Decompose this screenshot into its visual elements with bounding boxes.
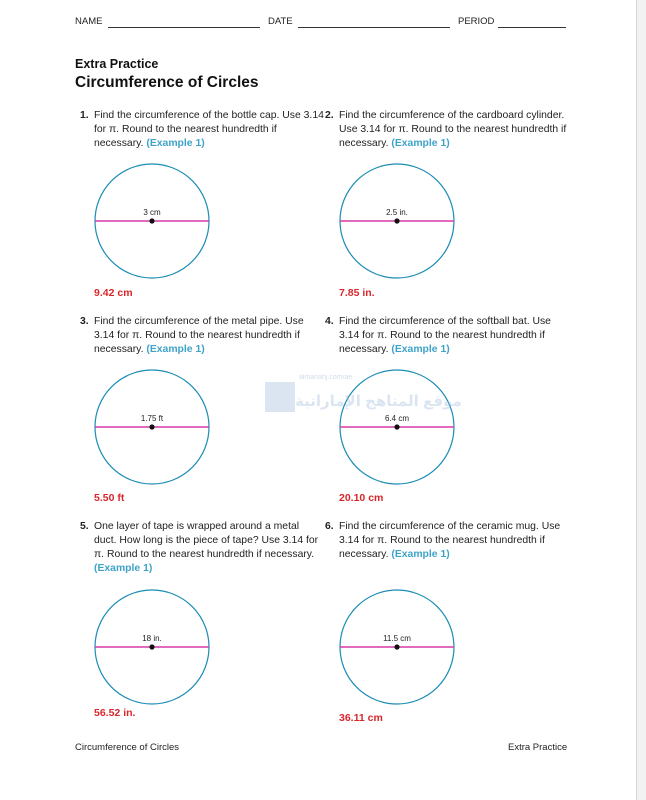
circle-diagram-3 bbox=[94, 369, 210, 485]
problem-number: 3. bbox=[80, 316, 89, 327]
problem-text: Find the circumference of the softball bat. Use 3.14 for π. Round to the nearest hundredth if necessary. bbox=[339, 316, 551, 355]
center-point bbox=[149, 218, 154, 223]
problem-1 bbox=[80, 109, 324, 151]
period-label: PERIOD bbox=[458, 16, 495, 27]
example-reference: (Example 1) bbox=[391, 549, 450, 560]
problem-text: Find the circumference of the bottle cap. Use 3.14 for π. Round to the nearest hundredth if necessary. bbox=[94, 110, 324, 149]
example-reference: (Example 1) bbox=[391, 344, 450, 355]
worksheet-subtitle: Extra Practice bbox=[75, 57, 159, 71]
diameter-label: 1.75 ft bbox=[140, 414, 164, 423]
diameter-label: 2.5 in. bbox=[386, 208, 408, 217]
diameter-label: 11.5 cm bbox=[383, 634, 411, 643]
diameter-label: 6.4 cm bbox=[384, 414, 410, 423]
center-point bbox=[394, 424, 399, 429]
footer-left: Circumference of Circles bbox=[75, 742, 179, 753]
example-reference: (Example 1) bbox=[94, 563, 153, 574]
watermark-text: موقع المناهج الإماراتية bbox=[295, 393, 462, 410]
circle-diagram-2 bbox=[339, 163, 455, 279]
period-blank[interactable] bbox=[498, 27, 566, 28]
problem-3 bbox=[80, 315, 324, 357]
footer-right: Extra Practice bbox=[508, 742, 568, 753]
problem-text: One layer of tape is wrapped around a metal duct. How long is the piece of tape? Use 3.14 for π. Round to the nearest hundredth if necessary. bbox=[94, 521, 319, 560]
answer-3: 5.50 ft bbox=[94, 492, 125, 504]
problem-2 bbox=[325, 109, 569, 151]
watermark-url: almanahj.com/ae bbox=[299, 374, 353, 381]
circle-diagram-5 bbox=[94, 589, 210, 705]
diameter-label: 18 in. bbox=[142, 634, 162, 643]
center-point bbox=[394, 644, 399, 649]
diameter-label: 3 cm bbox=[143, 208, 161, 217]
name-label: NAME bbox=[75, 16, 103, 27]
worksheet-title: Circumference of Circles bbox=[75, 74, 259, 91]
problem-number: 6. bbox=[325, 521, 334, 532]
problem-number: 1. bbox=[80, 110, 89, 121]
center-point bbox=[149, 644, 154, 649]
answer-5: 56.52 in. bbox=[94, 707, 136, 719]
problem-number: 4. bbox=[325, 316, 334, 327]
example-reference: (Example 1) bbox=[146, 138, 205, 149]
circle-diagram-6 bbox=[339, 589, 455, 705]
problem-number: 5. bbox=[80, 521, 89, 532]
answer-2: 7.85 in. bbox=[339, 287, 375, 299]
problem-4 bbox=[325, 315, 569, 357]
answer-4: 20.10 cm bbox=[339, 492, 384, 504]
answer-1: 9.42 cm bbox=[94, 287, 133, 299]
problem-number: 2. bbox=[325, 110, 334, 121]
center-point bbox=[394, 218, 399, 223]
circle-diagram-4 bbox=[339, 369, 455, 485]
problem-text: Find the circumference of the cardboard cylinder. Use 3.14 for π. Round to the nearest hundredth if necessary. bbox=[339, 110, 567, 149]
watermark-logo-icon bbox=[265, 382, 295, 412]
problem-5 bbox=[80, 520, 324, 576]
answer-6: 36.11 cm bbox=[339, 712, 383, 724]
date-blank[interactable] bbox=[298, 27, 450, 28]
center-point bbox=[149, 424, 154, 429]
example-reference: (Example 1) bbox=[391, 138, 450, 149]
circle-diagram-1 bbox=[94, 163, 210, 279]
problem-6 bbox=[325, 520, 569, 562]
example-reference: (Example 1) bbox=[146, 344, 205, 355]
date-label: DATE bbox=[268, 16, 293, 27]
problem-text: Find the circumference of the metal pipe. Use 3.14 for π. Round to the nearest hundredth if necessary. bbox=[94, 316, 304, 355]
name-blank[interactable] bbox=[108, 27, 260, 28]
problem-text: Find the circumference of the ceramic mug. Use 3.14 for π. Round to the nearest hundredth if necessary. bbox=[339, 521, 561, 560]
